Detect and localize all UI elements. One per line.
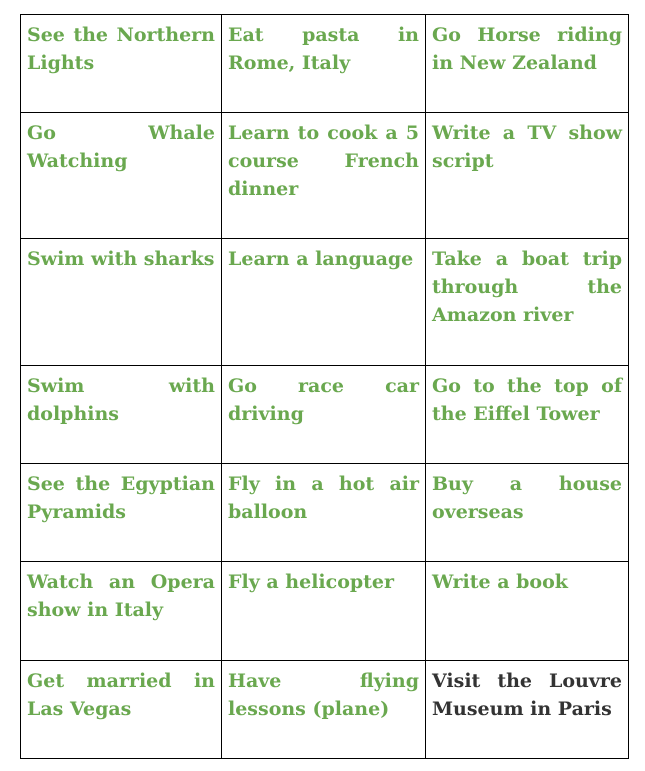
table-cell: Get married in Las Vegas bbox=[21, 661, 222, 759]
table-row bbox=[21, 464, 629, 562]
table-row bbox=[21, 239, 629, 366]
table-cell: Eat pasta in Rome, Italy bbox=[222, 15, 426, 113]
table-row bbox=[21, 15, 629, 113]
table-row bbox=[21, 113, 629, 239]
table-cell: Go race car driving bbox=[222, 366, 426, 464]
table-cell: Go Whale Watching bbox=[21, 113, 222, 239]
table-cell: See the Northern Lights bbox=[21, 15, 222, 113]
table-cell: Buy a house overseas bbox=[426, 464, 629, 562]
bucket-list-table bbox=[20, 14, 629, 759]
table-cell: Write a book bbox=[426, 562, 629, 661]
table-cell: Learn a language bbox=[222, 239, 426, 366]
table-cell: Take a boat trip through the Amazon river bbox=[426, 239, 629, 366]
table-row bbox=[21, 661, 629, 759]
table-cell: Write a TV show script bbox=[426, 113, 629, 239]
table-row bbox=[21, 562, 629, 661]
table-cell: Go to the top of the Eiffel Tower bbox=[426, 366, 629, 464]
table-cell: Fly in a hot air balloon bbox=[222, 464, 426, 562]
table-cell: Go Horse riding in New Zealand bbox=[426, 15, 629, 113]
table-cell: Have flying lessons (plane) bbox=[222, 661, 426, 759]
table-cell: Fly a helicopter bbox=[222, 562, 426, 661]
table-cell: Learn to cook a 5 course French dinner bbox=[222, 113, 426, 239]
table-cell: Swim with dolphins bbox=[21, 366, 222, 464]
table-cell: See the Egyptian Pyramids bbox=[21, 464, 222, 562]
table-cell: Swim with sharks bbox=[21, 239, 222, 366]
table-cell-highlight: Visit the Louvre Museum in Paris bbox=[426, 661, 629, 759]
table-cell: Watch an Opera show in Italy bbox=[21, 562, 222, 661]
table-row bbox=[21, 366, 629, 464]
